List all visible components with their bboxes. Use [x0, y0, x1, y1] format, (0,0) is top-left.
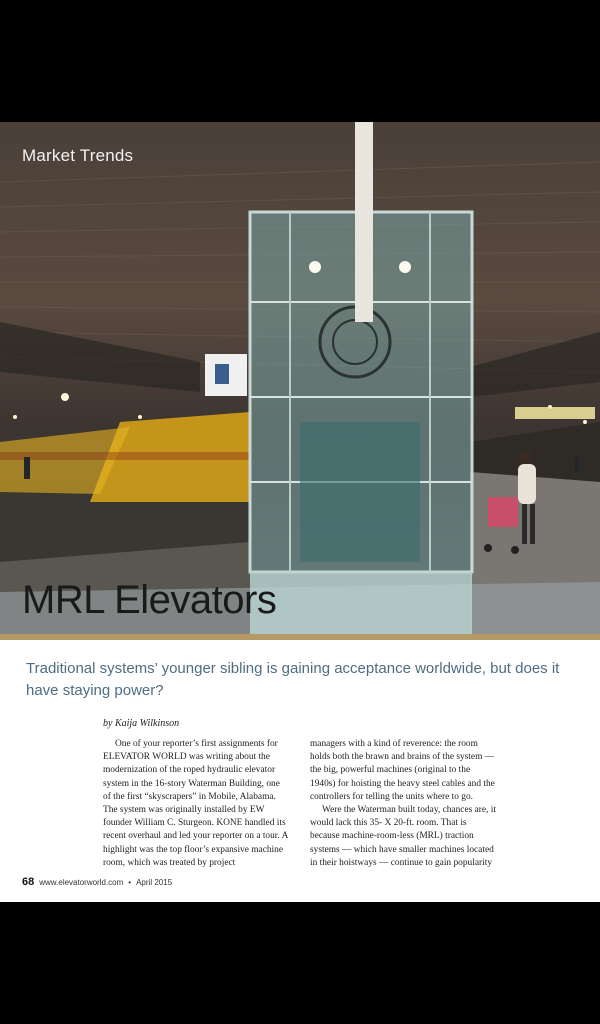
article-column-left	[103, 738, 289, 870]
article-headline: MRL Elevators	[22, 578, 277, 622]
accent-rule	[0, 634, 600, 640]
article-deck: Traditional systems’ younger sibling is gaining acceptance worldwide, but does it have staying power?	[26, 660, 560, 699]
section-label: Market Trends	[22, 146, 134, 165]
article-column-right	[310, 738, 496, 870]
page-number: 68	[22, 876, 35, 888]
paragraph: managers with a kind of reverence: the room holds both the brawn and brains of the system — the big, powerful machines (original to the 1940s) for hoisting the heavy steel cables and the controllers for telling the units where to go.	[310, 739, 495, 802]
paragraph: One of your reporter’s first assignments for ELEVATOR WORLD was writing about the modernization of the roped hydraulic elevator system in the 16-story Waterman Building, one of the first “skyscrapers” in Mobile, Alabama. The system was originally installed by EW founder William C. Sturgeon. KONE handled its recent overhaul and led your reporter on a tour. A highlight was the top floor’s expansive machine room, which was treated by project	[103, 739, 288, 868]
paragraph: Were the Waterman built today, chances are, it would lack this 35- X 20-ft. room. That is because machine-room-less (MRL) traction systems — which have smaller machines located in their hoistways — continue to gain popularity	[310, 805, 496, 868]
magazine-page	[0, 122, 600, 902]
article-byline: by Kaija Wilkinson	[103, 718, 180, 729]
footer-website: www.elevatorworld.com	[39, 878, 124, 887]
station-illustration	[0, 122, 600, 634]
footer-issue-date: April 2015	[136, 878, 173, 887]
page-footer	[22, 876, 172, 888]
hero-photo-glass-elevator	[0, 122, 600, 634]
footer-separator: •	[128, 878, 132, 887]
